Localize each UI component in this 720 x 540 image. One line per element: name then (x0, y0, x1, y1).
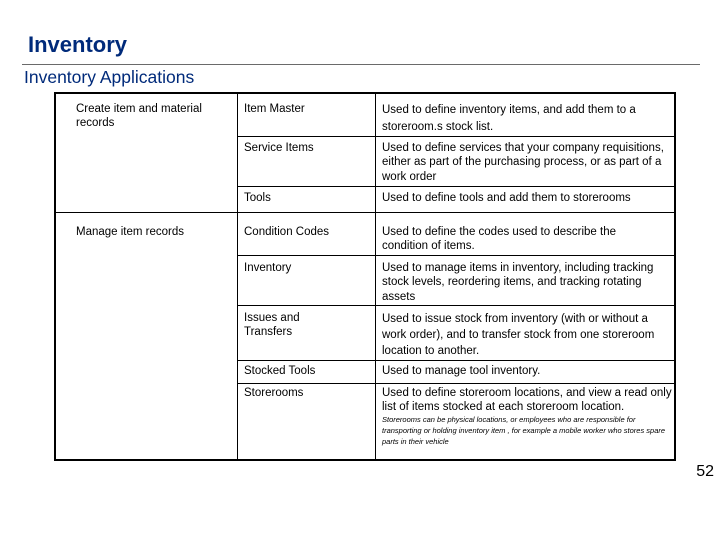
page-title: Inventory (28, 32, 128, 57)
app-name: Storerooms (244, 387, 304, 399)
column-divider (375, 94, 376, 459)
row-divider (237, 255, 674, 256)
app-name: Issues and Transfers (244, 312, 300, 338)
section-subtitle: Inventory Applications (24, 67, 195, 87)
app-name: Service Items (244, 142, 314, 154)
app-name: Stocked Tools (244, 365, 316, 377)
app-description: Used to define tools and add them to storerooms (382, 192, 631, 204)
app-name: Tools (244, 192, 271, 204)
app-name: Condition Codes (244, 226, 330, 238)
page-number: 52 (696, 463, 714, 480)
row-divider (237, 305, 674, 306)
row-divider (237, 383, 674, 384)
app-description: Used to issue stock from inventory (with or without a work order), and to transfer stock from one storeroom location to another. (382, 313, 655, 357)
app-description: Used to define the codes used to describe the condition of items. (382, 226, 616, 253)
app-description: Used to define storeroom locations, and view a read only list of items stocked at each storeroom location. (382, 387, 672, 414)
app-name: Inventory (244, 262, 292, 274)
row-divider (237, 136, 674, 137)
group-label-create: Create item and material records (76, 103, 202, 129)
column-divider (237, 94, 238, 459)
app-description: Used to manage tool inventory. (382, 365, 541, 377)
group-divider (56, 212, 674, 213)
app-description: Used to manage items in inventory, including tracking stock levels, reordering items, and tracking rotating assets (382, 262, 654, 303)
title-divider (22, 64, 700, 65)
app-name: Item Master (244, 103, 305, 115)
group-label-manage: Manage item records (76, 226, 185, 238)
row-divider (237, 360, 674, 361)
app-description: Used to define inventory items, and add them to a storeroom.s stock list. (382, 104, 636, 133)
storerooms-footnote: Storerooms can be physical locations, or employees who are responsible for transporting or holding inventory item , for example a mobile worker who stores spare parts in their vehicle (382, 415, 666, 446)
row-divider (237, 186, 674, 187)
inventory-applications-table (54, 92, 676, 461)
app-description: Used to define services that your company requisitions, either as part of the purchasing process, or as part of a work order (382, 142, 664, 183)
